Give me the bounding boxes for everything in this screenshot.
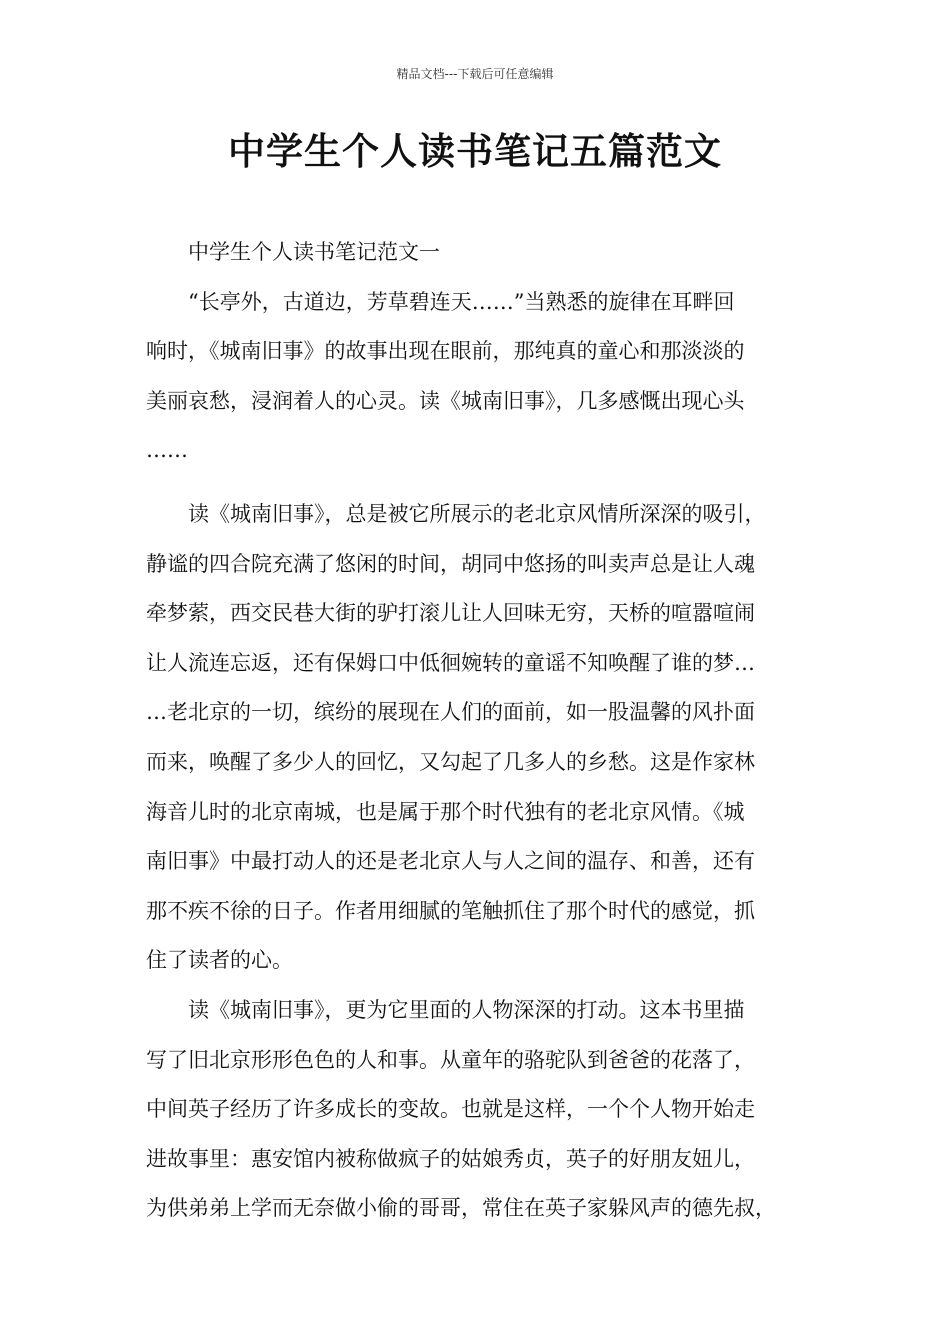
paragraph-1 [146,278,836,476]
paragraph-2 [146,490,836,986]
paragraph-line: 写了旧北京形形色色的人和事。从童年的骆驼队到爸爸的花落了， [146,1047,755,1072]
document-body [146,228,836,1234]
paragraph-gap [146,476,836,490]
paragraph-line: 响时，《城南旧事》的故事出现在眼前，那纯真的童心和那淡淡的 [146,339,745,364]
paragraph-line-text: 读《城南旧事》，更为它里面的人物深深的打动。这本书里描 [188,997,745,1022]
paragraph-line: 住了读者的心。 [146,948,293,973]
paragraph-line: 让人流连忘返，还有保姆口中低徊婉转的童谣不知唤醒了谁的梦… [146,650,755,675]
paragraph-line-text: 读《城南旧事》，总是被它所展示的老北京风情所深深的吸引， [188,501,766,526]
paragraph-line [146,278,836,328]
paragraph-line: 南旧事》中最打动人的还是老北京人与人之间的温存、和善，还有 [146,849,755,874]
paragraph-line: 进故事里：惠安馆内被称做疯子的姑娘秀贞，英子的好朋友妞儿， [146,1146,755,1171]
paragraph-line: 美丽哀愁，浸润着人的心灵。读《城南旧事》，几多感慨出现心头 [146,388,745,413]
section-heading [146,228,836,278]
paragraph-line [146,986,836,1036]
paragraph-line: 而来，唤醒了多少人的回忆，又勾起了几多人的乡愁。这是作家林 [146,749,755,774]
paragraph-line: 海音儿时的北京南城，也是属于那个时代独有的老北京风情。《城 [146,799,745,824]
paragraph-line: 静谧的四合院充满了悠闲的时间，胡同中悠扬的叫卖声总是让人魂 [146,551,755,576]
paragraph-line: 中间英子经历了许多成长的变故。也就是这样，一个个人物开始走 [146,1097,755,1122]
section-heading-text: 中学生个人读书笔记范文一 [188,240,440,264]
paragraph-line [146,490,836,540]
page-header: 精品文档---下载后可任意编辑 [396,67,554,81]
paragraph-line: 牵梦萦，西交民巷大街的驴打滚儿让人回味无穷，天桥的喧嚣喧闹 [146,601,755,626]
paragraph-line: …… [146,438,188,463]
paragraph-line-text: “长亭外，古道边，芳草碧连天……”当熟悉的旋律在耳畔回 [188,289,735,314]
paragraph-line: 那不疾不徐的日子。作者用细腻的笔触抓住了那个时代的感觉，抓 [146,898,755,923]
paragraph-line: 为供弟弟上学而无奈做小偷的哥哥，常住在英子家躲风声的德先叔， [146,1196,776,1221]
paragraph-line: …老北京的一切，缤纷的展现在人们的面前，如一股温馨的风扑面 [146,700,755,725]
document-title: 中学生个人读书笔记五篇范文 [228,130,722,173]
paragraph-3 [146,986,836,1234]
